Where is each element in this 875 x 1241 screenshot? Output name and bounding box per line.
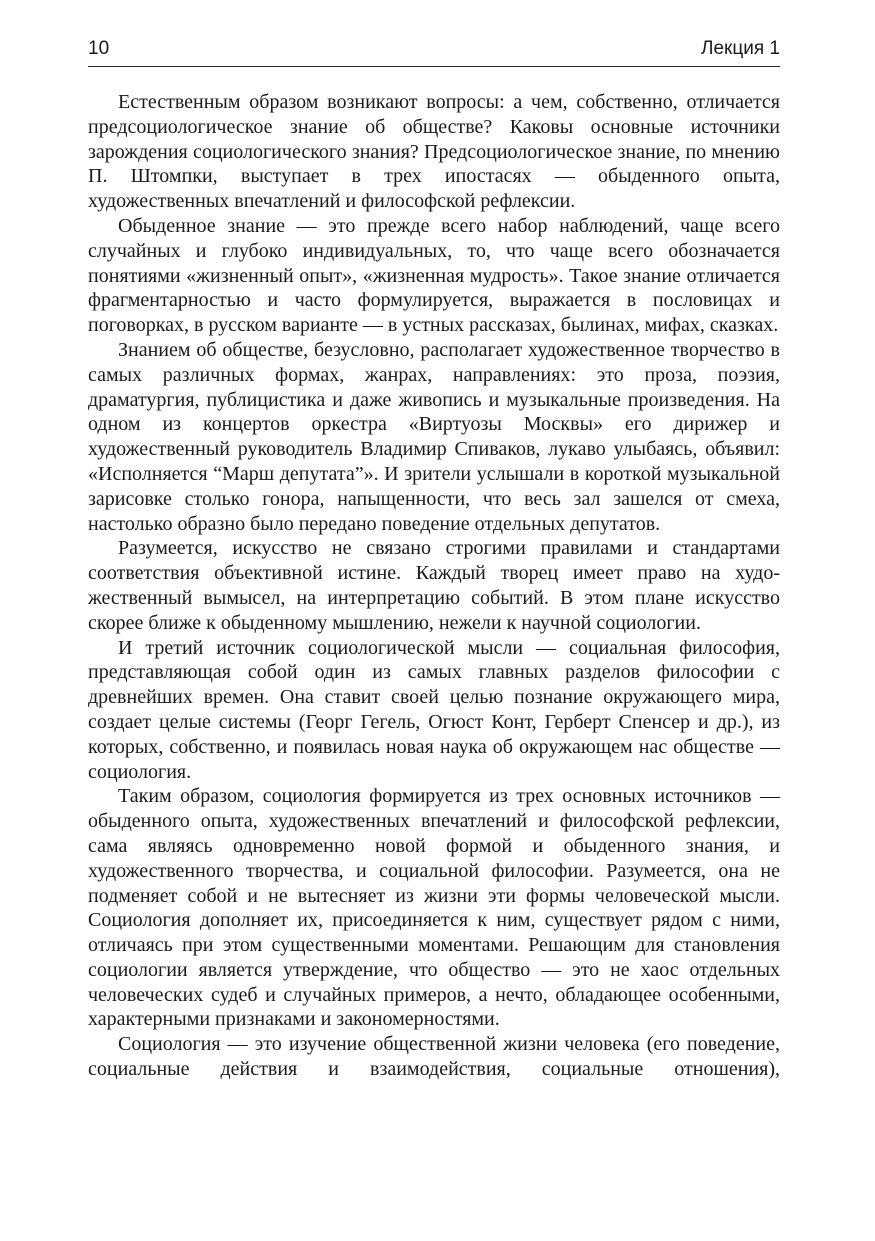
paragraph: Социология — это изучение общественной жизни человека (его поведение, социальные действия и взаимодействия, социальные отношения), xyxy=(88,1033,780,1081)
paragraph: И третий источник социологической мысли — социальная философия, представляющая собой один из самых главных разделов философии с древнейших времен. Она ставит своей целью познание окружающего мира, создает целые системы (Георг Гегель, Огюст Конт, Герберт Спенсер и др.), из которых, собственно, и появилась новая наука об окружающем нас обществе — социология. xyxy=(88,636,780,783)
paragraph: Обыденное знание — это прежде всего набор наблюдений, чаще всего случайных и глубоко индивидуальных, то, что чаще всего обозначается понятиями «жизненный опыт», «жизненная мудрость». Такое знание отличается фрагментарностью и часто формулируется, выражается в пословицах и поговорках, в русском варианте — в устных рассказах, былинах, мифах, сказках. xyxy=(88,214,780,337)
running-title: Лекция 1 xyxy=(701,38,780,59)
body-text xyxy=(88,90,780,1082)
page-header xyxy=(88,36,780,67)
paragraph: Знанием об обществе, безусловно, располагает художественное творчество в самых различных формах, жанрах, направлениях: это проза, поэзия, драматургия, публицистика и даже живопись и музыкальные произведения. На одном из концертов оркестра «Виртуозы Москвы» его дирижер и художественный руководитель Владимир Спиваков, лукаво улыбаясь, объявил: «Исполняется “Марш депутата”». И зрители услышали в короткой музыкальной зарисовке столько гонора, напыщенности, что весь зал зашелся от смеха, настолько образно было передано поведение отдельных депутатов. xyxy=(88,338,780,535)
paragraph: Разумеется, искусство не связано строгими правилами и стандартами соответствия объективной истине. Каждый творец имеет право на художественный вымысел, на интерпретацию событий. В этом плане искусство скорее ближе к обыденному мышлению, нежели к научной социологии. xyxy=(88,537,780,634)
paragraph: Таким образом, социология формируется из трех основных источников — обыденного опыта, художественных впечатлений и философской рефлексии, сама являясь одновременно новой формой и обыденного знания, и художественного творчества, и социальной философии. Разумеется, она не подменяет собой и не вытесняет из жизни эти формы человеческой мысли. Социология дополняет их, присоединяется к ним, существует рядом с ними, отличаясь при этом существенными моментами. Решающим для становления социологии является утверждение, что общество — это не хаос отдельных человеческих судеб и случайных примеров, а нечто, обладающее особенными, характерными признаками и закономерностями. xyxy=(88,785,780,1031)
paragraph: Естественным образом возникают вопросы: а чем, собственно, отличается предсоциологическое знание об обществе? Каковы основные источники зарождения социологического знания? Предсоциологическое знание, по мнению П. Штомпки, выступает в трех ипостасях — обыденного опыта, художественных впечатлений и философской рефлексии. xyxy=(88,91,780,213)
page-number: 10 xyxy=(88,38,110,59)
